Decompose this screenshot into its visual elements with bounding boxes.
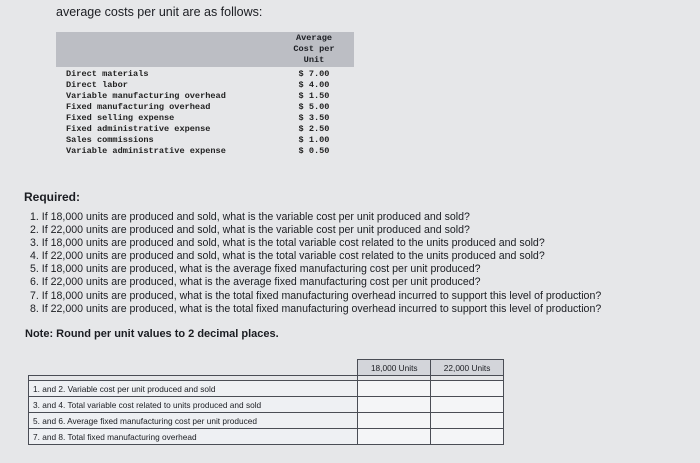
cost-value: $ 1.00 — [298, 135, 330, 145]
answer-row — [29, 413, 504, 429]
column-header-18000: 18,000 Units — [358, 360, 431, 376]
answer-row — [29, 397, 504, 413]
cost-item: Fixed administrative expense — [66, 124, 211, 134]
cost-value: $ 0.50 — [298, 146, 330, 156]
question-item: 5. If 18,000 units are produced, what is the average fixed manufacturing cost per unit produced? — [30, 263, 481, 276]
answer-input-22000-total-fixed-overhead[interactable] — [431, 429, 504, 445]
answer-input-18000-total-fixed-overhead[interactable] — [358, 429, 431, 445]
cost-row — [56, 113, 354, 124]
cost-row — [56, 102, 354, 113]
cost-item: Variable administrative expense — [66, 146, 226, 156]
cost-table-blank-header — [56, 32, 274, 67]
answer-row-label: 1. and 2. Variable cost per unit produced and sold — [29, 381, 358, 397]
answer-table-corner — [29, 360, 358, 376]
intro-text: average costs per unit are as follows: — [56, 5, 263, 19]
cost-value: $ 5.00 — [298, 102, 330, 112]
cost-item: Variable manufacturing overhead — [66, 91, 226, 101]
answer-row-label: 5. and 6. Average fixed manufacturing cost per unit produced — [29, 413, 358, 429]
cost-item: Direct materials — [66, 69, 149, 79]
answer-input-18000-total-variable-cost[interactable] — [358, 397, 431, 413]
cost-value: $ 3.50 — [298, 113, 330, 123]
cost-table — [56, 32, 354, 157]
answer-input-22000-variable-cost-per-unit[interactable] — [431, 381, 504, 397]
answer-input-18000-avg-fixed-cost[interactable] — [358, 413, 431, 429]
cost-row — [56, 67, 354, 80]
question-item: 7. If 18,000 units are produced, what is the total fixed manufacturing overhead incurred to support this level of production? — [30, 289, 602, 302]
question-item: 1. If 18,000 units are produced and sold, what is the variable cost per unit produced and sold? — [30, 211, 470, 223]
cost-value: $ 7.00 — [298, 69, 330, 79]
cost-row — [56, 80, 354, 91]
cost-row — [56, 91, 354, 102]
question-item: 8. If 22,000 units are produced, what is the total fixed manufacturing overhead incurred to support this level of production? — [30, 302, 602, 315]
answer-table — [28, 359, 504, 445]
cost-row — [56, 146, 354, 157]
cost-item: Direct labor — [66, 80, 128, 90]
answer-input-22000-avg-fixed-cost[interactable] — [431, 413, 504, 429]
required-heading: Required: — [24, 190, 81, 204]
question-item: 2. If 22,000 units are produced and sold, what is the variable cost per unit produced and sold? — [30, 224, 470, 237]
cost-value: $ 2.50 — [298, 124, 330, 134]
column-header-22000: 22,000 Units — [431, 360, 504, 376]
cost-item: Fixed manufacturing overhead — [66, 102, 211, 112]
question-item: 6. If 22,000 units are produced, what is the average fixed manufacturing cost per unit produced? — [30, 276, 481, 289]
question-list — [30, 211, 690, 316]
cost-row — [56, 135, 354, 146]
cost-item: Fixed selling expense — [66, 113, 175, 123]
cost-item: Sales commissions — [66, 135, 154, 145]
answer-row — [29, 429, 504, 445]
answer-input-22000-total-variable-cost[interactable] — [431, 397, 504, 413]
answer-row-label: 7. and 8. Total fixed manufacturing overhead — [29, 429, 358, 445]
answer-row — [29, 381, 504, 397]
cost-row — [56, 124, 354, 135]
question-item: 4. If 22,000 units are produced and sold, what is the total variable cost related to the units produced and sold? — [30, 250, 545, 263]
rounding-note: Note: Round per unit values to 2 decimal places. — [25, 328, 279, 340]
question-item: 3. If 18,000 units are produced and sold, what is the total variable cost related to the units produced and sold? — [30, 237, 545, 250]
cost-table-header: Average Cost per Unit — [274, 32, 354, 67]
answer-input-18000-variable-cost-per-unit[interactable] — [358, 381, 431, 397]
cost-value: $ 4.00 — [298, 80, 330, 90]
cost-value: $ 1.50 — [298, 91, 330, 101]
answer-row-label: 3. and 4. Total variable cost related to units produced and sold — [29, 397, 358, 413]
